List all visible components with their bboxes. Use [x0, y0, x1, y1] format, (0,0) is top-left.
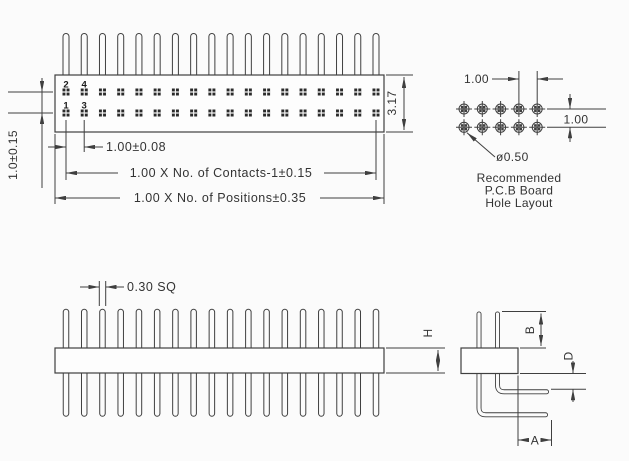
pcb-hole-crosshair: [529, 119, 545, 135]
pcb-hole-quadrant: [461, 110, 463, 112]
pcb-hole-quadrant: [534, 124, 536, 126]
dim-body-width: [385, 75, 413, 132]
pcb-hole: [456, 101, 472, 117]
pcb-hole-crosshair: [474, 101, 490, 117]
pcb-hole-quadrant: [516, 110, 518, 112]
pcb-hole-quadrant: [483, 128, 485, 130]
bent-pin-upper: [498, 371, 547, 392]
dim-pin-square-text: 0.30 SQ: [127, 280, 177, 294]
pcb-hole: [474, 101, 490, 117]
dim-body-height: [386, 328, 445, 373]
pcb-hole-quadrant: [520, 124, 522, 126]
pcb-hole-quadrant: [479, 124, 481, 126]
dim-extension-lines: [519, 71, 537, 101]
dim-hole-pitch-x: [464, 71, 563, 101]
dim-hole-pitch-y: [547, 94, 606, 142]
pcb-hole: [456, 119, 472, 135]
top-view-pins: [66, 37, 376, 77]
pcb-hole-quadrant: [461, 128, 463, 130]
pcb-hole-quadrant: [534, 128, 536, 130]
pcb-hole-quadrant: [465, 128, 467, 130]
pcb-hole-layout: [456, 71, 606, 210]
pcb-hole-crosshair: [529, 101, 545, 117]
pcb-hole-quadrant: [483, 110, 485, 112]
pcb-hole-quadrant: [538, 106, 540, 108]
pcb-hole-crosshair: [493, 101, 509, 117]
pcb-hole: [474, 119, 490, 135]
dim-extension-lines: [520, 374, 586, 390]
pcb-hole: [511, 119, 527, 135]
hole-grid: [456, 101, 545, 135]
pcb-hole-quadrant: [538, 110, 540, 112]
caption-line-3: Hole Layout: [485, 196, 553, 210]
pcb-hole-quadrant: [538, 124, 540, 126]
pcb-hole-quadrant: [534, 110, 536, 112]
top-view: [6, 37, 413, 206]
side-view: [55, 280, 445, 414]
pcb-hole-quadrant: [534, 106, 536, 108]
pin-label-1: 1: [63, 100, 69, 112]
pcb-hole-quadrant: [498, 110, 500, 112]
dim-row-pitch-text: 1.0±0.15: [6, 130, 20, 180]
pcb-hole-crosshair: [456, 101, 472, 117]
pcb-hole-quadrant: [483, 106, 485, 108]
pcb-hole: [493, 119, 509, 135]
pcb-hole-crosshair: [493, 119, 509, 135]
pcb-hole: [529, 119, 545, 135]
pcb-hole-quadrant: [520, 106, 522, 108]
bent-pin-upper-fill: [498, 371, 547, 392]
pcb-hole-quadrant: [465, 106, 467, 108]
right-angle-view: [461, 312, 586, 448]
caption-line-2: P.C.B Board: [484, 183, 554, 198]
pin-label-4: 4: [81, 79, 87, 91]
pcb-hole-quadrant: [498, 106, 500, 108]
leader-line: [467, 133, 495, 157]
pin-label-3: 3: [81, 100, 87, 112]
dim-pin-square: [80, 280, 176, 306]
pcb-hole-quadrant: [465, 124, 467, 126]
insulator-body-outline: [55, 348, 384, 373]
dim-body-width-text: 3.17: [385, 90, 399, 116]
header-body-outline: [55, 75, 384, 132]
pcb-hole: [493, 101, 509, 117]
dim-standoff-text: D: [561, 351, 576, 361]
dim-body-height-text: H: [421, 328, 435, 338]
pcb-hole-quadrant: [479, 110, 481, 112]
pcb-hole-quadrant: [498, 124, 500, 126]
pcb-hole: [511, 101, 527, 117]
dim-pitch-x-text: 1.00: [464, 72, 489, 86]
dim-pitch-text: 1.00±0.08: [106, 140, 167, 154]
pcb-hole-quadrant: [465, 110, 467, 112]
pcb-hole-crosshair: [511, 101, 527, 117]
pcb-hole-quadrant: [501, 110, 503, 112]
pcb-hole-crosshair: [511, 119, 527, 135]
pcb-hole-quadrant: [483, 124, 485, 126]
pcb-hole-quadrant: [520, 110, 522, 112]
dim-hole-dia-text: ø0.50: [496, 150, 529, 164]
dim-extension-lines: [8, 92, 53, 113]
pcb-hole-quadrant: [501, 128, 503, 130]
pcb-hole-crosshair: [474, 119, 490, 135]
dim-positions-span-text: 1.00 X No. of Positions±0.35: [133, 191, 307, 205]
pcb-hole-quadrant: [516, 106, 518, 108]
dim-standoff: [520, 351, 586, 402]
pcb-hole-quadrant: [479, 106, 481, 108]
dim-extension-lines: [386, 348, 445, 373]
dim-reach: [518, 376, 552, 448]
dim-reach-text: A: [530, 433, 540, 448]
dim-contacts-span-text: 1.00 X No. of Contacts-1±0.15: [129, 166, 313, 180]
pcb-hole-quadrant: [461, 124, 463, 126]
caption-line-1: Recommended: [476, 171, 562, 185]
pcb-hole-quadrant: [501, 106, 503, 108]
dim-row-pitch: [6, 78, 53, 188]
dim-pitch-y-text: 1.00: [563, 112, 589, 127]
pin-label-2: 2: [63, 79, 69, 91]
insulator-body-outline: [461, 348, 518, 374]
pcb-hole-quadrant: [461, 106, 463, 108]
dim-extension-lines: [99, 281, 105, 306]
pcb-hole-crosshair: [456, 119, 472, 135]
pcb-hole-quadrant: [516, 128, 518, 130]
pcb-hole-quadrant: [516, 124, 518, 126]
pcb-hole-quadrant: [479, 128, 481, 130]
pcb-hole: [529, 101, 545, 117]
pcb-hole-quadrant: [538, 128, 540, 130]
dim-pin-above-text: B: [523, 325, 537, 335]
dim-hole-diameter: [467, 133, 529, 164]
dim-pin-above: [502, 312, 546, 349]
pcb-hole-quadrant: [520, 128, 522, 130]
pcb-hole-quadrant: [498, 128, 500, 130]
pcb-hole-quadrant: [501, 124, 503, 126]
